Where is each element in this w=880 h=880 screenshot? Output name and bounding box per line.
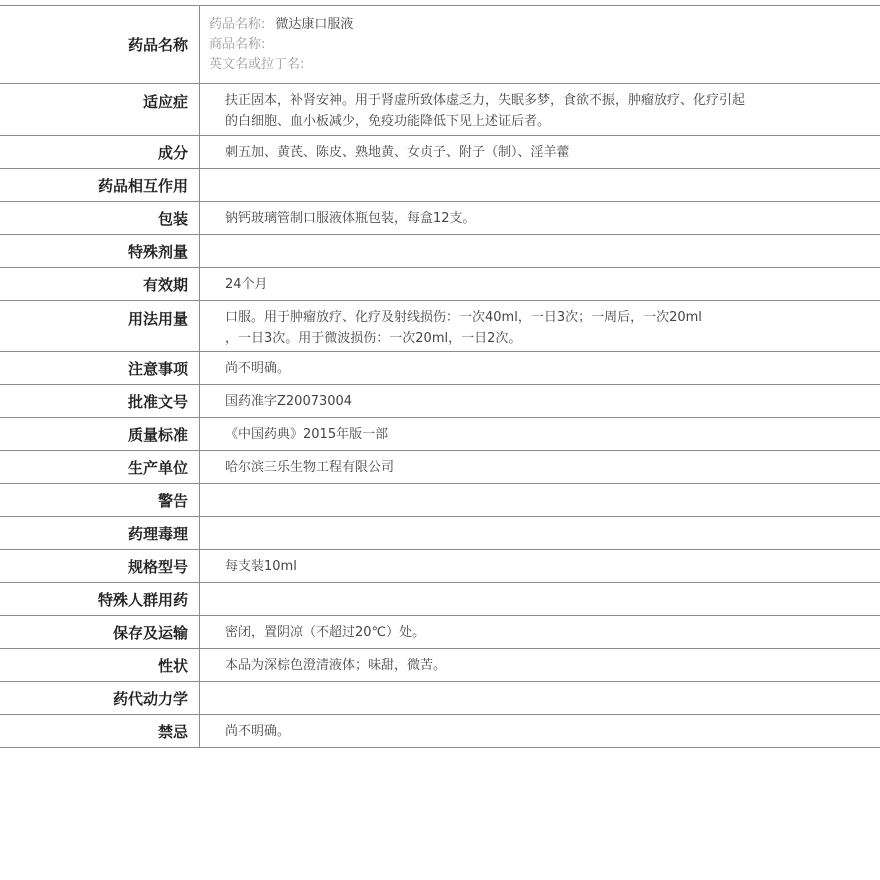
generic-name-value: 微达康口服液	[275, 17, 354, 32]
generic-name-key: 药品名称:	[209, 17, 266, 32]
value-indications	[200, 84, 880, 135]
value-pharmacokinetics	[200, 682, 880, 714]
row-packaging	[0, 202, 880, 235]
row-pharmacology-toxicology	[0, 517, 880, 550]
drug-names-block	[200, 6, 353, 83]
ingredients-text: 刺五加、黄芪、陈皮、熟地黄、女贞子、附子（制）、淫羊藿	[225, 144, 570, 160]
value-appearance	[200, 649, 880, 681]
value-specification	[200, 550, 880, 582]
storage-transport-text: 密闭，置阴凉（不超过20℃）处。	[225, 624, 426, 640]
row-drug-interactions	[0, 169, 880, 202]
specification-text: 每支装10ml	[225, 558, 297, 574]
indications-text: 扶正固本，补肾安神。用于肾虚所致体虚乏力，失眠多梦，食欲不振，肿瘤放疗、化疗引起 的白细胞、血小板减少，免疫功能降低下见上述证后者。	[225, 93, 746, 129]
row-shelf-life	[0, 268, 880, 301]
value-dosage	[200, 301, 880, 351]
row-ingredients	[0, 136, 880, 169]
packaging-text: 钠钙玻璃管制口服液体瓶包装，每盒12支。	[225, 210, 476, 226]
label-manufacturer: 生产单位	[0, 451, 200, 483]
trade-name-line	[209, 35, 353, 55]
label-pharmacokinetics: 药代动力学	[0, 682, 200, 714]
value-approval-number	[200, 385, 880, 417]
label-special-dosage: 特殊剂量	[0, 235, 200, 267]
value-pharmacology-toxicology	[200, 517, 880, 549]
row-precautions	[0, 352, 880, 385]
row-specification	[0, 550, 880, 583]
quality-standard-text: 《中国药典》2015年版一部	[225, 426, 389, 442]
appearance-text: 本品为深棕色澄清液体；味甜，微苦。	[225, 657, 447, 673]
row-warning	[0, 484, 880, 517]
value-special-dosage	[200, 235, 880, 267]
row-indications	[0, 84, 880, 136]
label-ingredients: 成分	[0, 136, 200, 168]
row-quality-standard	[0, 418, 880, 451]
label-specification: 规格型号	[0, 550, 200, 582]
row-special-dosage	[0, 235, 880, 268]
label-appearance: 性状	[0, 649, 200, 681]
label-precautions: 注意事项	[0, 352, 200, 384]
label-warning: 警告	[0, 484, 200, 516]
label-drug-names: 药品名称	[0, 6, 200, 83]
row-contraindications	[0, 715, 880, 748]
value-manufacturer	[200, 451, 880, 483]
english-name-line	[209, 55, 353, 75]
value-warning	[200, 484, 880, 516]
label-pharmacology-toxicology: 药理毒理	[0, 517, 200, 549]
label-shelf-life: 有效期	[0, 268, 200, 300]
label-storage-transport: 保存及运输	[0, 616, 200, 648]
drug-info-table	[0, 5, 880, 748]
english-name-key: 英文名或拉丁名:	[209, 57, 305, 72]
value-quality-standard	[200, 418, 880, 450]
value-shelf-life	[200, 268, 880, 300]
value-packaging	[200, 202, 880, 234]
row-drug-names	[0, 6, 880, 84]
dosage-text: 口服。用于肿瘤放疗、化疗及射线损伤：一次40ml，一日3次；一周后，一次20ml ，一日3次。用于微波损伤：一次20ml，一日2次。	[225, 310, 702, 346]
precautions-text: 尚不明确。	[225, 360, 291, 376]
row-appearance	[0, 649, 880, 682]
label-contraindications: 禁忌	[0, 715, 200, 747]
row-storage-transport	[0, 616, 880, 649]
row-dosage	[0, 301, 880, 352]
manufacturer-text: 哈尔滨三乐生物工程有限公司	[225, 459, 395, 475]
row-approval-number	[0, 385, 880, 418]
row-special-populations	[0, 583, 880, 616]
row-manufacturer	[0, 451, 880, 484]
label-special-populations: 特殊人群用药	[0, 583, 200, 615]
generic-name-line	[209, 15, 353, 35]
value-contraindications	[200, 715, 880, 747]
label-indications: 适应症	[0, 84, 200, 135]
shelf-life-text: 24个月	[225, 276, 268, 292]
label-dosage: 用法用量	[0, 301, 200, 351]
label-quality-standard: 质量标准	[0, 418, 200, 450]
label-drug-interactions: 药品相互作用	[0, 169, 200, 201]
label-packaging: 包装	[0, 202, 200, 234]
value-storage-transport	[200, 616, 880, 648]
label-approval-number: 批准文号	[0, 385, 200, 417]
value-precautions	[200, 352, 880, 384]
contraindications-text: 尚不明确。	[225, 723, 291, 739]
trade-name-key: 商品名称:	[209, 37, 266, 52]
value-ingredients	[200, 136, 880, 168]
value-drug-interactions	[200, 169, 880, 201]
value-special-populations	[200, 583, 880, 615]
row-pharmacokinetics	[0, 682, 880, 715]
approval-number-text: 国药准字Z20073004	[225, 393, 353, 409]
